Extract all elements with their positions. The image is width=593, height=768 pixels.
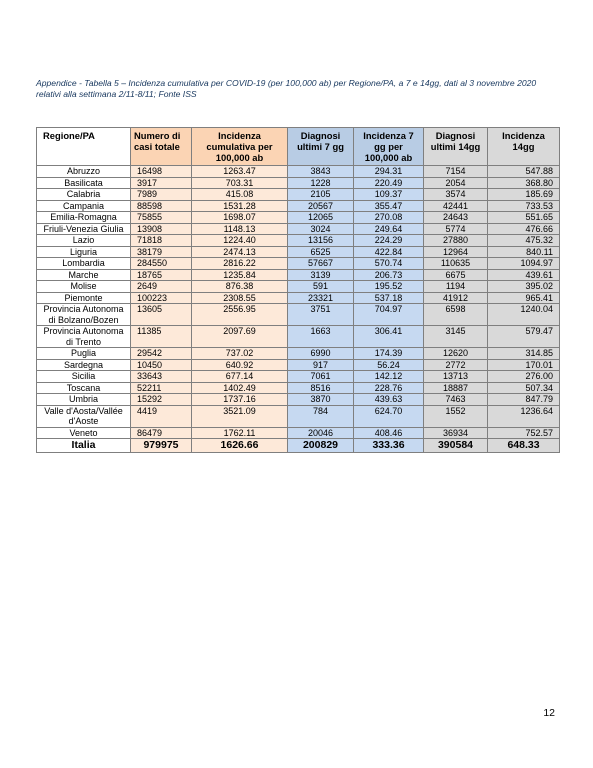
cell-region: Provincia Autonoma di Trento (37, 326, 131, 348)
cell-incidence-7d: 570.74 (354, 258, 424, 270)
cell-region: Emilia-Romagna (37, 212, 131, 224)
cell-total-cases: 13908 (131, 223, 192, 235)
cell-total-cases: 11385 (131, 326, 192, 348)
cell-diagnoses-7d: 57667 (288, 258, 354, 270)
table-row (37, 359, 560, 371)
cell-incidence-14d: 1236.64 (488, 405, 560, 427)
cell-diagnoses-14d: 5774 (424, 223, 488, 235)
cell-total-cases: 15292 (131, 394, 192, 406)
cell-total-cases: 2649 (131, 281, 192, 293)
cell-total-cases: 29542 (131, 348, 192, 360)
cell-region: Abruzzo (37, 166, 131, 178)
cell-diagnoses-7d: 2105 (288, 189, 354, 201)
cell-diagnoses-14d: 3145 (424, 326, 488, 348)
cell-total-cases: 100223 (131, 292, 192, 304)
header-incidence-7d: Incidenza 7 gg per 100,000 ab (354, 128, 424, 166)
cell-diagnoses-14d: 2054 (424, 177, 488, 189)
cell-incidence-14d: 752.57 (488, 427, 560, 439)
cell-total-cases: 33643 (131, 371, 192, 383)
table-total-row (37, 439, 560, 453)
cell-incidence-7d: 56.24 (354, 359, 424, 371)
cell-total-cases: 16498 (131, 166, 192, 178)
cell-diagnoses-7d: 7061 (288, 371, 354, 383)
cell-total-cases: 10450 (131, 359, 192, 371)
cell-total-cases: 71818 (131, 235, 192, 247)
cell-incidence-7d: 228.76 (354, 382, 424, 394)
cell-diagnoses-7d: 20567 (288, 200, 354, 212)
table-header-row (37, 128, 560, 166)
cell-diagnoses-14d: 27880 (424, 235, 488, 247)
cell-cumulative-incidence: 1698.07 (192, 212, 288, 224)
cell-incidence-7d: 174.39 (354, 348, 424, 360)
table-row (37, 189, 560, 201)
cell-total-cases: 4419 (131, 405, 192, 427)
cell-diagnoses-14d: 24643 (424, 212, 488, 224)
cell-region: Veneto (37, 427, 131, 439)
cell-diagnoses-7d: 20046 (288, 427, 354, 439)
table-body (37, 166, 560, 453)
total-cell-total-cases: 979975 (131, 439, 192, 453)
cell-incidence-7d: 624.70 (354, 405, 424, 427)
cell-region: Sardegna (37, 359, 131, 371)
cell-diagnoses-7d: 1663 (288, 326, 354, 348)
cell-incidence-14d: 547.88 (488, 166, 560, 178)
cell-total-cases: 13605 (131, 304, 192, 326)
table-row (37, 269, 560, 281)
cell-cumulative-incidence: 2816.22 (192, 258, 288, 270)
table-row (37, 326, 560, 348)
cell-cumulative-incidence: 2474.13 (192, 246, 288, 258)
cell-incidence-7d: 704.97 (354, 304, 424, 326)
cell-incidence-14d: 395.02 (488, 281, 560, 293)
cell-incidence-14d: 507.34 (488, 382, 560, 394)
cell-incidence-14d: 551.65 (488, 212, 560, 224)
total-cell-cumulative-incidence: 1626.66 (192, 439, 288, 453)
table-row (37, 405, 560, 427)
table-caption: Appendice - Tabella 5 – Incidenza cumulativa per COVID-19 (per 100,000 ab) per Regione/PA, a 7 e 14gg, dati al 3 novembre 2020 relativi alla settimana 2/11-8/11; Fonte ISS (36, 78, 537, 99)
cell-diagnoses-14d: 12964 (424, 246, 488, 258)
total-cell-incidence-7d: 333.36 (354, 439, 424, 453)
table-row (37, 223, 560, 235)
cell-total-cases: 38179 (131, 246, 192, 258)
cell-diagnoses-14d: 13713 (424, 371, 488, 383)
cell-incidence-7d: 306.41 (354, 326, 424, 348)
cell-region: Valle d'Aosta/Vallée d'Aoste (37, 405, 131, 427)
table-row (37, 371, 560, 383)
cell-region: Friuli-Venezia Giulia (37, 223, 131, 235)
cell-cumulative-incidence: 1263.47 (192, 166, 288, 178)
cell-region: Provincia Autonoma di Bolzano/Bozen (37, 304, 131, 326)
cell-incidence-14d: 840.11 (488, 246, 560, 258)
cell-cumulative-incidence: 1224.40 (192, 235, 288, 247)
cell-incidence-14d: 1240.04 (488, 304, 560, 326)
cell-diagnoses-14d: 42441 (424, 200, 488, 212)
cell-incidence-14d: 276.00 (488, 371, 560, 383)
cell-diagnoses-14d: 18887 (424, 382, 488, 394)
cell-diagnoses-7d: 6990 (288, 348, 354, 360)
cell-diagnoses-7d: 1228 (288, 177, 354, 189)
header-region: Regione/PA (37, 128, 131, 166)
header-cumulative-incidence: Incidenza cumulativa per 100,000 ab (192, 128, 288, 166)
table-row (37, 258, 560, 270)
cell-total-cases: 88598 (131, 200, 192, 212)
table-row (37, 177, 560, 189)
cell-region: Puglia (37, 348, 131, 360)
table-row (37, 281, 560, 293)
cell-region: Lazio (37, 235, 131, 247)
cell-diagnoses-7d: 12065 (288, 212, 354, 224)
cell-diagnoses-14d: 6675 (424, 269, 488, 281)
cell-region: Calabria (37, 189, 131, 201)
cell-incidence-7d: 355.47 (354, 200, 424, 212)
table-row (37, 348, 560, 360)
cell-diagnoses-14d: 12620 (424, 348, 488, 360)
cell-incidence-7d: 537.18 (354, 292, 424, 304)
cell-region: Umbria (37, 394, 131, 406)
cell-region: Basilicata (37, 177, 131, 189)
total-cell-incidence-14d: 648.33 (488, 439, 560, 453)
cell-incidence-7d: 270.08 (354, 212, 424, 224)
cell-cumulative-incidence: 1402.49 (192, 382, 288, 394)
table-row (37, 212, 560, 224)
cell-cumulative-incidence: 415.08 (192, 189, 288, 201)
cell-total-cases: 86479 (131, 427, 192, 439)
incidence-table (36, 127, 560, 453)
cell-incidence-7d: 142.12 (354, 371, 424, 383)
cell-region: Lombardia (37, 258, 131, 270)
cell-diagnoses-7d: 3024 (288, 223, 354, 235)
cell-cumulative-incidence: 1148.13 (192, 223, 288, 235)
header-total-cases: Numero di casi totale (131, 128, 192, 166)
cell-incidence-7d: 220.49 (354, 177, 424, 189)
cell-cumulative-incidence: 640.92 (192, 359, 288, 371)
header-incidence-14d: Incidenza 14gg (488, 128, 560, 166)
cell-incidence-7d: 422.84 (354, 246, 424, 258)
cell-incidence-7d: 249.64 (354, 223, 424, 235)
page-number: 12 (543, 707, 555, 719)
cell-incidence-14d: 1094.97 (488, 258, 560, 270)
cell-region: Sicilia (37, 371, 131, 383)
table-row (37, 304, 560, 326)
cell-diagnoses-7d: 23321 (288, 292, 354, 304)
cell-region: Molise (37, 281, 131, 293)
cell-incidence-14d: 847.79 (488, 394, 560, 406)
cell-diagnoses-7d: 784 (288, 405, 354, 427)
cell-diagnoses-7d: 8516 (288, 382, 354, 394)
table-row (37, 427, 560, 439)
total-cell-diagnoses-7d: 200829 (288, 439, 354, 453)
cell-incidence-14d: 476.66 (488, 223, 560, 235)
cell-cumulative-incidence: 3521.09 (192, 405, 288, 427)
cell-incidence-7d: 224.29 (354, 235, 424, 247)
cell-incidence-7d: 408.46 (354, 427, 424, 439)
cell-total-cases: 3917 (131, 177, 192, 189)
cell-cumulative-incidence: 2556.95 (192, 304, 288, 326)
cell-cumulative-incidence: 1235.84 (192, 269, 288, 281)
cell-diagnoses-7d: 6525 (288, 246, 354, 258)
cell-incidence-14d: 965.41 (488, 292, 560, 304)
table-row (37, 200, 560, 212)
cell-total-cases: 284550 (131, 258, 192, 270)
cell-incidence-14d: 733.53 (488, 200, 560, 212)
cell-total-cases: 75855 (131, 212, 192, 224)
cell-incidence-7d: 439.63 (354, 394, 424, 406)
cell-incidence-7d: 195.52 (354, 281, 424, 293)
cell-cumulative-incidence: 737.02 (192, 348, 288, 360)
cell-incidence-14d: 475.32 (488, 235, 560, 247)
cell-diagnoses-7d: 13156 (288, 235, 354, 247)
cell-incidence-14d: 579.47 (488, 326, 560, 348)
cell-diagnoses-14d: 3574 (424, 189, 488, 201)
table-row (37, 166, 560, 178)
cell-incidence-14d: 368.80 (488, 177, 560, 189)
cell-cumulative-incidence: 2308.55 (192, 292, 288, 304)
cell-incidence-14d: 314.85 (488, 348, 560, 360)
cell-region: Marche (37, 269, 131, 281)
cell-cumulative-incidence: 876.38 (192, 281, 288, 293)
cell-diagnoses-14d: 2772 (424, 359, 488, 371)
header-diagnoses-14d: Diagnosi ultimi 14gg (424, 128, 488, 166)
cell-incidence-14d: 439.61 (488, 269, 560, 281)
cell-diagnoses-14d: 41912 (424, 292, 488, 304)
cell-total-cases: 52211 (131, 382, 192, 394)
cell-incidence-14d: 185.69 (488, 189, 560, 201)
cell-diagnoses-7d: 917 (288, 359, 354, 371)
cell-diagnoses-7d: 591 (288, 281, 354, 293)
cell-diagnoses-14d: 110635 (424, 258, 488, 270)
cell-total-cases: 18765 (131, 269, 192, 281)
cell-diagnoses-14d: 7463 (424, 394, 488, 406)
cell-cumulative-incidence: 677.14 (192, 371, 288, 383)
cell-diagnoses-7d: 3139 (288, 269, 354, 281)
cell-incidence-14d: 170.01 (488, 359, 560, 371)
cell-cumulative-incidence: 703.31 (192, 177, 288, 189)
cell-cumulative-incidence: 2097.69 (192, 326, 288, 348)
cell-diagnoses-7d: 3870 (288, 394, 354, 406)
cell-cumulative-incidence: 1762.11 (192, 427, 288, 439)
cell-cumulative-incidence: 1737.16 (192, 394, 288, 406)
header-diagnoses-7d: Diagnosi ultimi 7 gg (288, 128, 354, 166)
table-row (37, 394, 560, 406)
cell-cumulative-incidence: 1531.28 (192, 200, 288, 212)
table-row (37, 382, 560, 394)
cell-diagnoses-14d: 36934 (424, 427, 488, 439)
cell-incidence-7d: 109.37 (354, 189, 424, 201)
incidence-table-container (36, 127, 559, 453)
cell-incidence-7d: 206.73 (354, 269, 424, 281)
table-row (37, 246, 560, 258)
cell-incidence-7d: 294.31 (354, 166, 424, 178)
cell-diagnoses-7d: 3843 (288, 166, 354, 178)
cell-region: Piemonte (37, 292, 131, 304)
cell-region: Campania (37, 200, 131, 212)
cell-region: Liguria (37, 246, 131, 258)
cell-diagnoses-14d: 1194 (424, 281, 488, 293)
cell-diagnoses-7d: 3751 (288, 304, 354, 326)
table-row (37, 235, 560, 247)
cell-total-cases: 7989 (131, 189, 192, 201)
cell-region: Toscana (37, 382, 131, 394)
cell-diagnoses-14d: 6598 (424, 304, 488, 326)
cell-diagnoses-14d: 7154 (424, 166, 488, 178)
total-cell-region: Italia (37, 439, 131, 453)
cell-diagnoses-14d: 1552 (424, 405, 488, 427)
total-cell-diagnoses-14d: 390584 (424, 439, 488, 453)
table-row (37, 292, 560, 304)
